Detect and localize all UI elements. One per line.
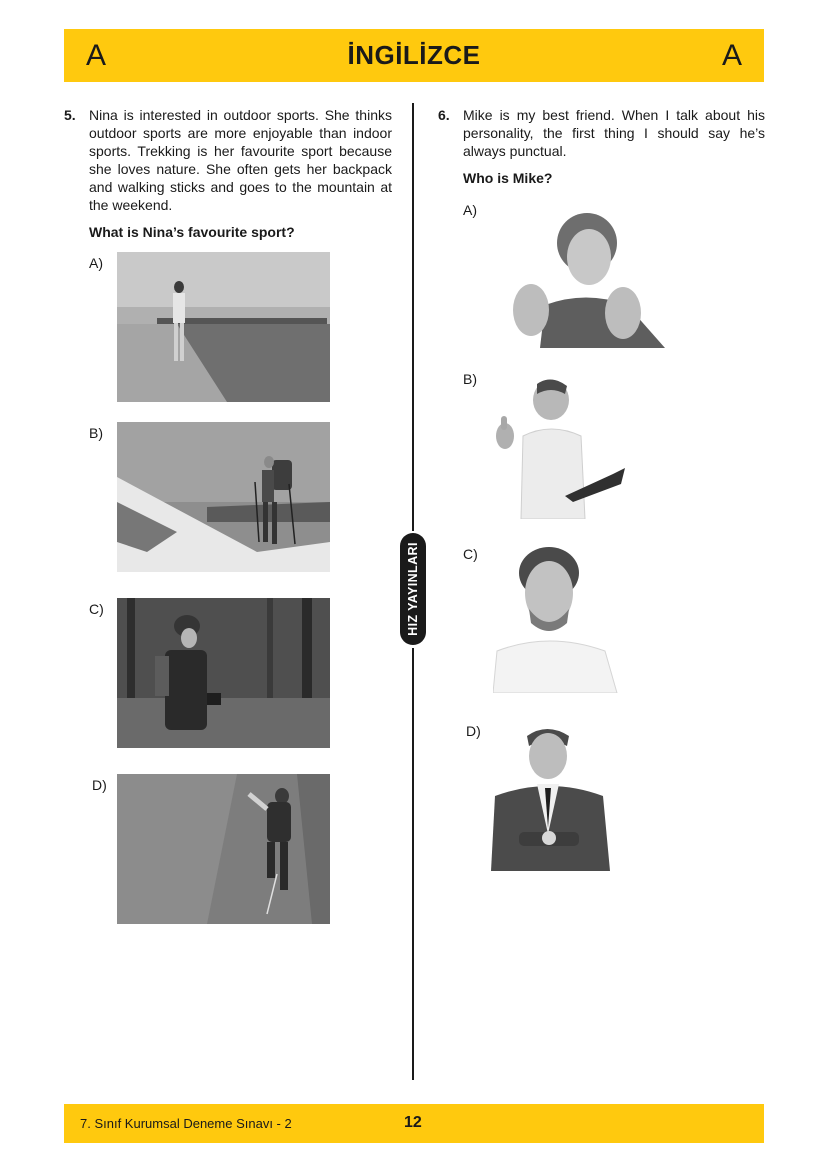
booklet-letter-left: A <box>86 38 107 72</box>
q6-option-b-label[interactable]: B) <box>463 371 477 387</box>
q5-option-a-photo-walking-by-river[interactable] <box>117 252 330 402</box>
question-stem: Nina is interested in outdoor sports. She thinks outdoor sports are more enjoyable than indoor sports. Trekking is her favourite sport because she loves nature. She often gets her backpack and walking sticks and goes to the mountain at the weekend. <box>89 107 392 213</box>
q6-option-a-label[interactable]: A) <box>463 202 477 218</box>
question-5 <box>64 106 392 241</box>
question-6 <box>438 106 765 187</box>
q6-option-c-photo-angry-man[interactable] <box>493 543 618 693</box>
q6-option-b-photo-thumbs-up[interactable] <box>493 376 633 519</box>
q6-option-c-label[interactable]: C) <box>463 546 478 562</box>
question-prompt: What is Nina’s favourite sport? <box>89 224 295 240</box>
q5-option-d-photo-rock-climbing[interactable] <box>117 774 330 924</box>
q6-option-a-photo-man-hands-up[interactable] <box>505 195 667 348</box>
q5-option-a-label[interactable]: A) <box>89 255 103 271</box>
q5-option-c-label[interactable]: C) <box>89 601 104 617</box>
column-divider <box>412 648 414 1080</box>
page-header <box>64 29 764 82</box>
question-number: 6. <box>438 107 450 123</box>
q5-option-b-label[interactable]: B) <box>89 425 103 441</box>
publisher-name: HIZ YAYINLARI <box>406 542 420 636</box>
q5-option-b-photo-trekking[interactable] <box>117 422 330 572</box>
page-number: 12 <box>404 1114 422 1131</box>
q5-option-c-photo-hiker-in-forest[interactable] <box>117 598 330 748</box>
booklet-letter-right: A <box>721 38 742 72</box>
subject-title: İNGİLİZCE <box>347 40 481 70</box>
page-footer <box>64 1104 764 1143</box>
q6-option-d-photo-man-checking-watch[interactable] <box>491 724 610 871</box>
question-stem: Mike is my best friend. When I talk about his personality, the first thing I should say he’s always punctual. <box>463 107 765 159</box>
exam-name: 7. Sınıf Kurumsal Deneme Sınavı - 2 <box>80 1116 292 1131</box>
publisher-logo <box>400 533 426 645</box>
q6-option-d-label[interactable]: D) <box>466 723 481 739</box>
question-prompt: Who is Mike? <box>463 170 553 186</box>
q5-option-d-label[interactable]: D) <box>92 777 107 793</box>
question-number: 5. <box>64 107 76 123</box>
column-divider <box>412 103 414 531</box>
